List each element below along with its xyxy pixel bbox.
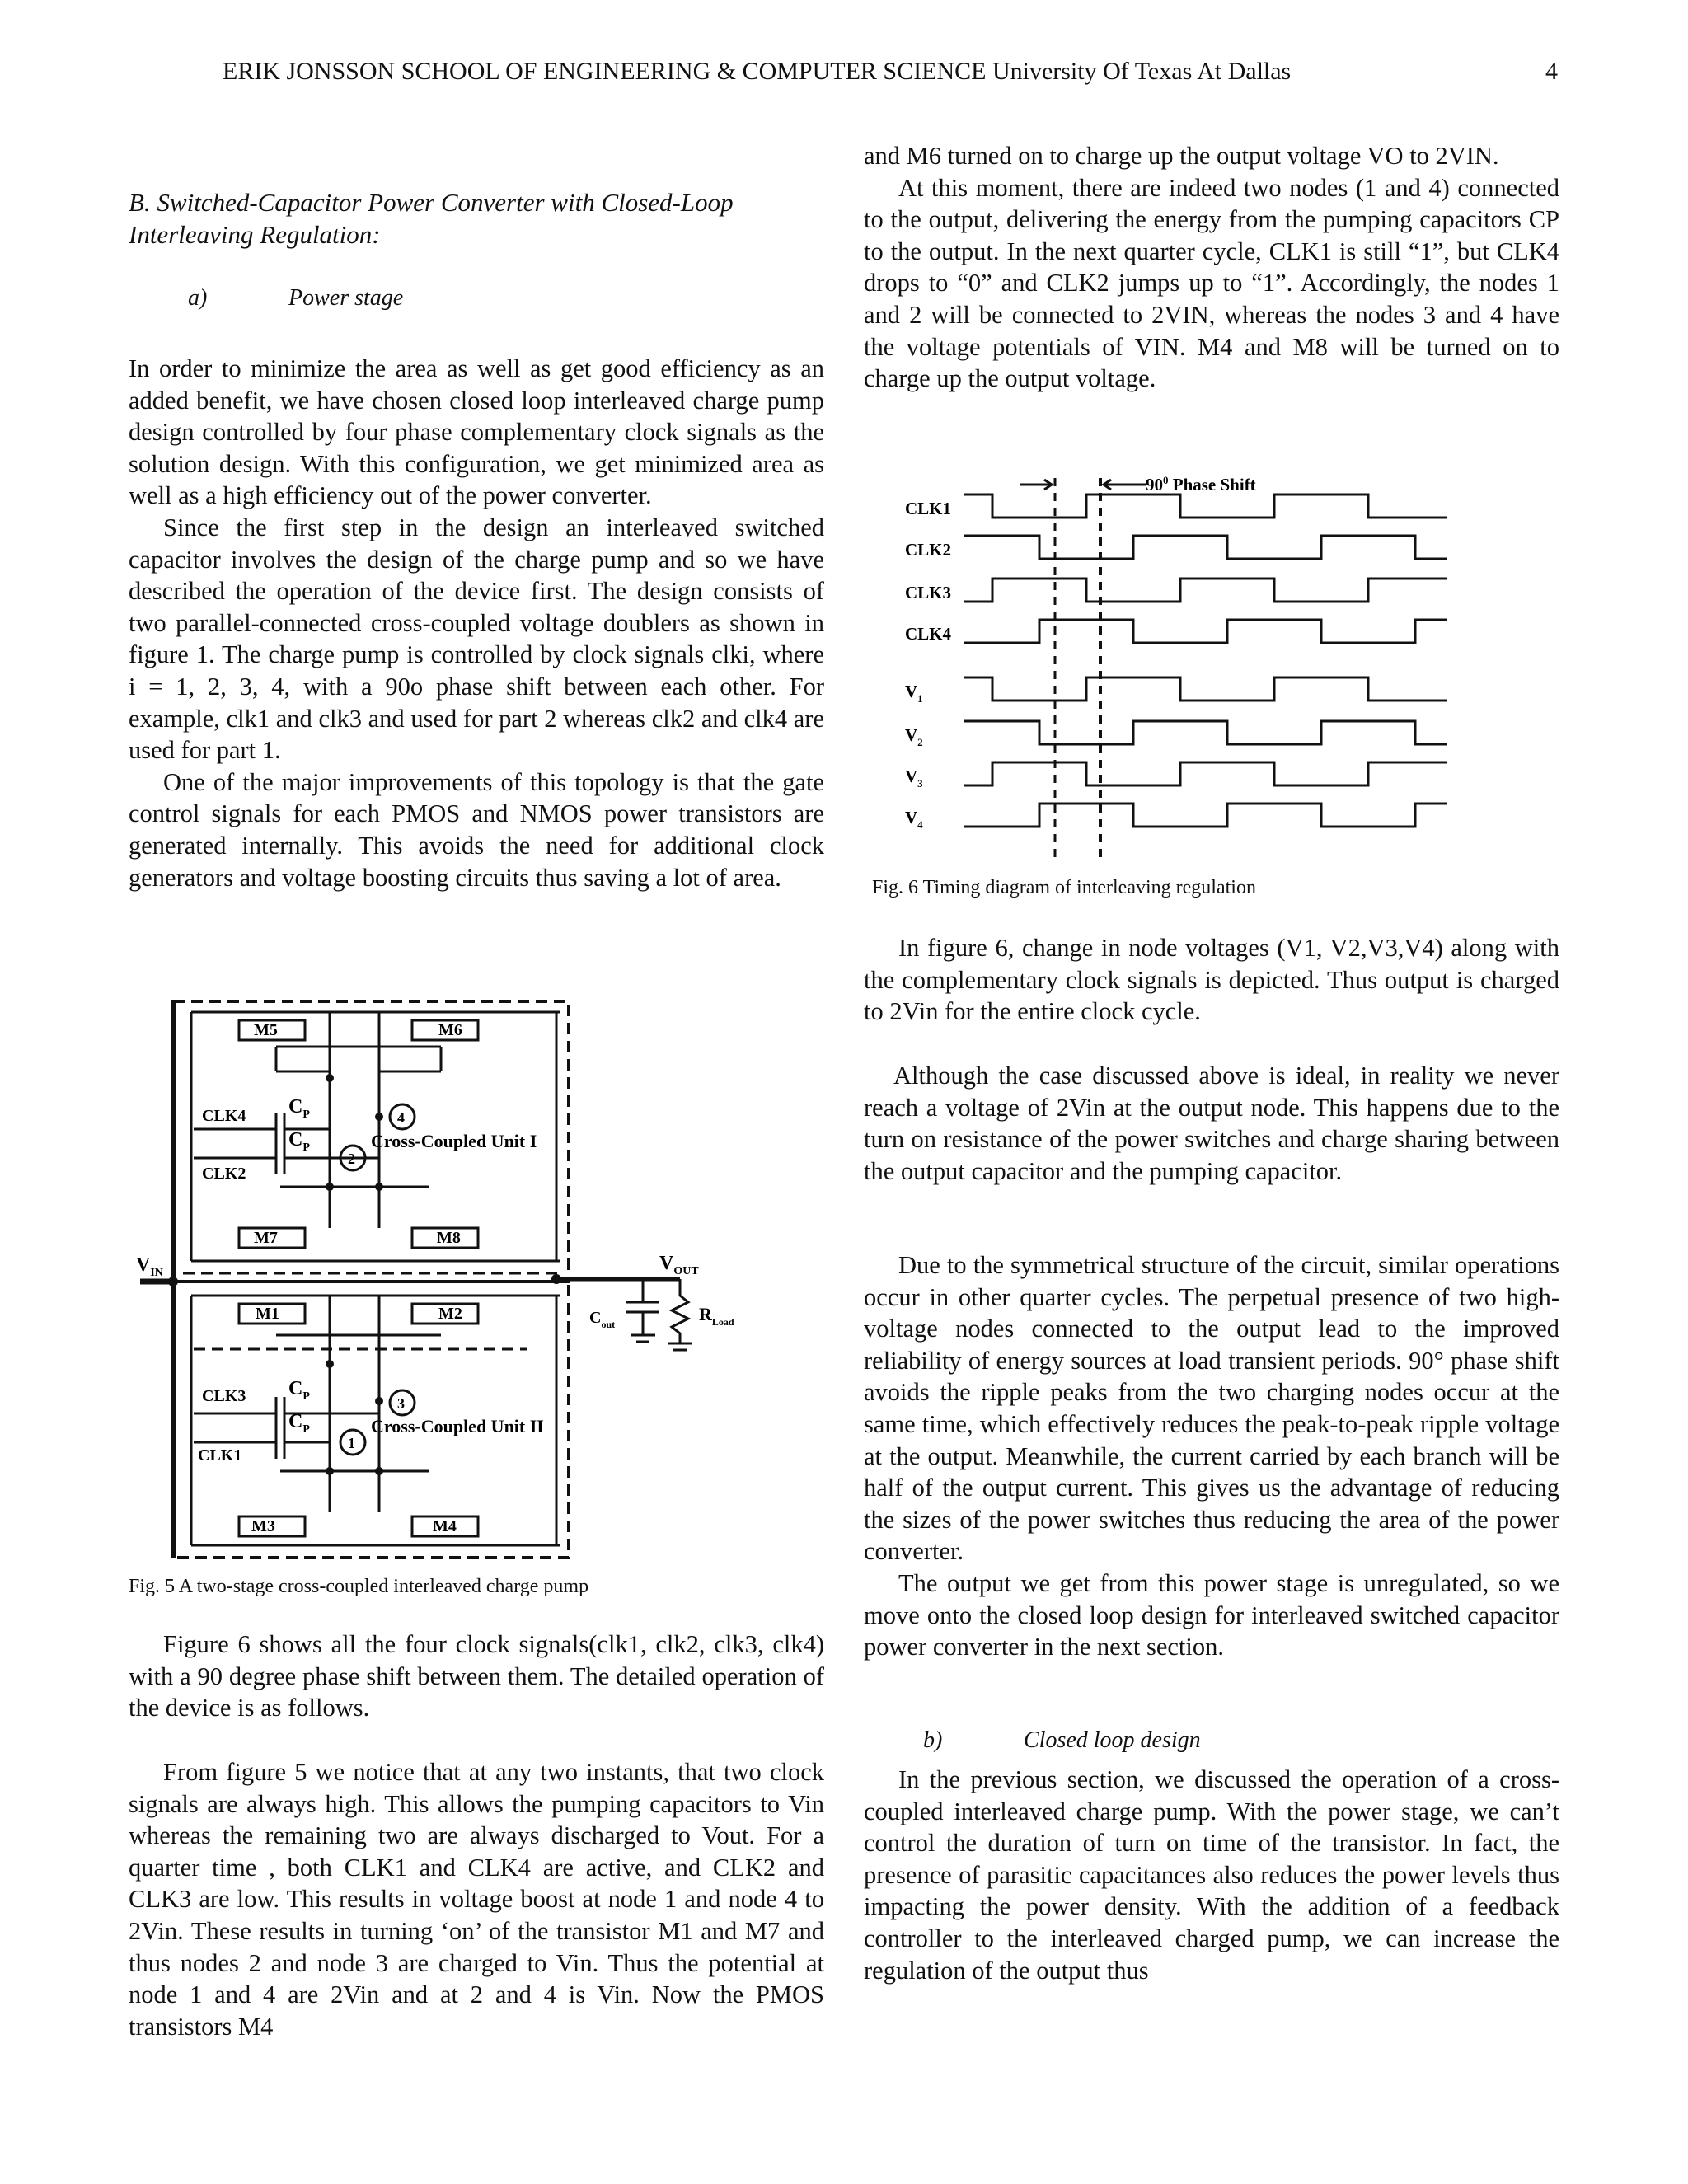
subheading-title: Power stage [288, 285, 404, 311]
right-text-block-2 [864, 932, 1559, 1028]
figure-5-caption: Fig. 5 A two-stage cross-coupled interleaved charge pump [129, 1576, 589, 1597]
paragraph: At this moment, there are indeed two nodes (1 and 4) connected to the output, delivering the energy from the pumping capacitors CP to the output. In the next quarter cycle, CLK1 is still “1”, but CLK4 drops to “0” and CLK2 jumps up to “1”. Accordingly, the nodes 1 and 2 will be connected to 2VIN, whereas the nodes 3 and 4 have the voltage potentials of VIN. M4 and M8 will be turned on to charge up the output voltage. [864, 173, 1559, 393]
label-unit-1: Cross-Coupled Unit I [371, 1131, 537, 1151]
label-clk1: CLK1 [198, 1446, 242, 1465]
running-header: ERIK JONSSON SCHOOL OF ENGINEERING & COMPUTER SCIENCE University Of Texas At Dallas [223, 58, 1292, 85]
label-m7: M7 [254, 1229, 278, 1247]
right-text-block-5 [864, 1764, 1559, 1986]
signal-label-clk3: CLK3 [905, 583, 952, 602]
paragraph: Although the case discussed above is ideal, in reality we never reach a voltage of 2Vin at the output node. This happens due to the turn on resistance of the power switches and charge sharing between the output capacitor and the pumping capacitor. [864, 1062, 1559, 1185]
signal-label-clk4: CLK4 [905, 624, 952, 644]
paragraph: One of the major improvements of this topology is that the gate control signals for each PMOS and NMOS power transistors are generated internally. This avoids the need for additional clock generators and voltage boosting circuits thus saving a lot of area. [129, 767, 824, 892]
paragraph: In figure 6, change in node voltages (V1, V2,V3,V4) along with the complementary clock signals is depicted. Thus output is charged to 2Vin for the entire clock cycle. [864, 934, 1559, 1026]
signal-label-v3: $V_3$ [905, 766, 923, 790]
paragraph: In the previous section, we discussed the operation of a cross-coupled interleaved charge pump. With the power stage, we can’t control the duration of turn on time of the transistor. In fact, the presence of parasitic capacitances also reduces the power levels thus impacting the power density. With the addition of a feedback controller to the interleaved charged pump, we can increase the regulation of the output thus [864, 1765, 1559, 1985]
subheading-number: b) [923, 1727, 943, 1753]
subheading-number: a) [188, 285, 208, 311]
signal-label-v1: $V_1$ [905, 682, 923, 705]
label-clk4: CLK4 [202, 1107, 246, 1125]
subheading-power-stage [129, 284, 824, 313]
section-heading [129, 186, 824, 251]
signal-label-clk1: CLK1 [905, 499, 952, 518]
signal-label-v2: $V_2$ [905, 725, 923, 748]
right-text-block-3 [864, 1060, 1559, 1187]
waveform-clk4 [964, 620, 1447, 643]
label-vout: $V_{OUT}$ [659, 1253, 699, 1277]
label-cp: $C_P$ [288, 1096, 310, 1121]
label-m6: M6 [438, 1021, 462, 1039]
right-text-block-4 [864, 1249, 1559, 1663]
left-text-block-3 [129, 1756, 824, 2042]
label-vin: $V_{IN}$ [136, 1254, 163, 1279]
paragraph: Since the first step in the design an interleaved switched capacitor involves the design of the charge pump and so we have described the operation of the device first. The design consists of two parallel-connected cross-coupled voltage doublers as shown in figure 1. The charge pump is controlled by clock signals clki, where i = 1, 2, 3, 4, with a 90o phase shift between each other. For example, clk1 and clk3 and used for part 2 whereas clk2 and clk4 are used for part 1. [129, 513, 824, 765]
label-m8: M8 [437, 1229, 461, 1247]
waveform-v3 [964, 762, 1447, 785]
paragraph: In order to minimize the area as well as get good efficiency as an added benefit, we have chosen closed loop interleaved charge pump design controlled by four phase complementary clock signals as the solution design. With this configuration, we get minimized area as well as a high efficiency out of the power converter. [129, 354, 824, 510]
label-clk2: CLK2 [202, 1165, 246, 1183]
label-cp: $C_P$ [288, 1378, 310, 1403]
waveform-clk2 [964, 536, 1447, 559]
paragraph: Figure 6 shows all the four clock signals(clk1, clk2, clk3, clk4) with a 90 degree phase shift between them. The detailed operation of the device is as follows. [129, 1630, 824, 1722]
label-m1: M1 [256, 1305, 279, 1323]
page-number: 4 [1545, 58, 1558, 85]
paragraph: and M6 turned on to charge up the output voltage VO to 2VIN. [864, 142, 1499, 170]
section-title-line2: Interleaving Regulation: [129, 220, 381, 249]
label-m5: M5 [254, 1021, 278, 1039]
phase-shift-label: $90^0$ Phase Shift [1146, 474, 1256, 494]
paragraph: The output we get from this power stage is unregulated, so we move onto the closed loop design for interleaved switched capacitor power converter in the next section. [864, 1568, 1559, 1661]
section-title-line1: B. Switched-Capacitor Power Converter with Closed-Loop [129, 188, 734, 217]
node-1-label: 1 [348, 1435, 355, 1451]
node-4-label: 4 [397, 1109, 405, 1126]
signal-label-clk2: CLK2 [905, 540, 952, 560]
figure-6-caption: Fig. 6 Timing diagram of interleaving regulation [872, 877, 1256, 898]
label-clk3: CLK3 [202, 1387, 246, 1405]
waveform-clk1 [964, 494, 1447, 518]
subheading-title: Closed loop design [1024, 1727, 1201, 1753]
paragraph: Due to the symmetrical structure of the circuit, similar operations occur in other quarter cycles. The perpetual presence of two high-voltage nodes connected to the output lead to the improved reliability of energy sources at load transient periods. 90° phase shift avoids the ripple peaks from the two charging nodes occur at the same time, which effectively reduces the peak-to-peak ripple voltage at the output. Meanwhile, the current carried by each branch will be half of the output current. This gives us the advantage of reducing the sizes of the power switches thus reducing the area of the power converter. [864, 1251, 1559, 1566]
timing-diagram [898, 470, 1467, 865]
label-cout: $C_{out}$ [589, 1309, 616, 1330]
waveform-v4 [964, 804, 1447, 827]
charge-pump-schematic [132, 989, 758, 1566]
subheading-closed-loop [864, 1726, 1559, 1755]
waveform-clk3 [964, 579, 1447, 602]
node-3-label: 3 [397, 1395, 405, 1412]
signal-label-v4: $V_4$ [905, 808, 923, 831]
left-text-block-2 [129, 1629, 824, 1724]
paragraph: From figure 5 we notice that at any two instants, that two clock signals are always high. This allows the pumping capacitors to Vin whereas the remaining two are always discharged to Vout. For a quarter time , both CLK1 and CLK4 are active, and CLK2 and CLK3 are low. This results in voltage boost at node 1 and node 4 to 2Vin. These results in turning ‘on’ of the transistor M1 and M7 and thus nodes 2 and node 3 are charged to Vin. Thus the potential at node 1 and 4 are 2Vin and at 2 and 4 is Vin. Now the PMOS transistors M4 [129, 1758, 824, 2041]
left-text-block-1 [129, 353, 824, 893]
label-m3: M3 [251, 1517, 275, 1535]
label-m2: M2 [438, 1305, 462, 1323]
node-2-label: 2 [348, 1151, 355, 1167]
waveform-v2 [964, 721, 1447, 744]
label-m4: M4 [433, 1517, 457, 1535]
waveform-v1 [964, 677, 1447, 701]
label-cp: $C_P$ [288, 1129, 310, 1154]
label-rload: $R_{Load}$ [699, 1304, 734, 1328]
label-cp: $C_P$ [288, 1411, 310, 1436]
right-text-block-1 [864, 140, 1559, 395]
label-unit-2: Cross-Coupled Unit II [371, 1416, 544, 1436]
